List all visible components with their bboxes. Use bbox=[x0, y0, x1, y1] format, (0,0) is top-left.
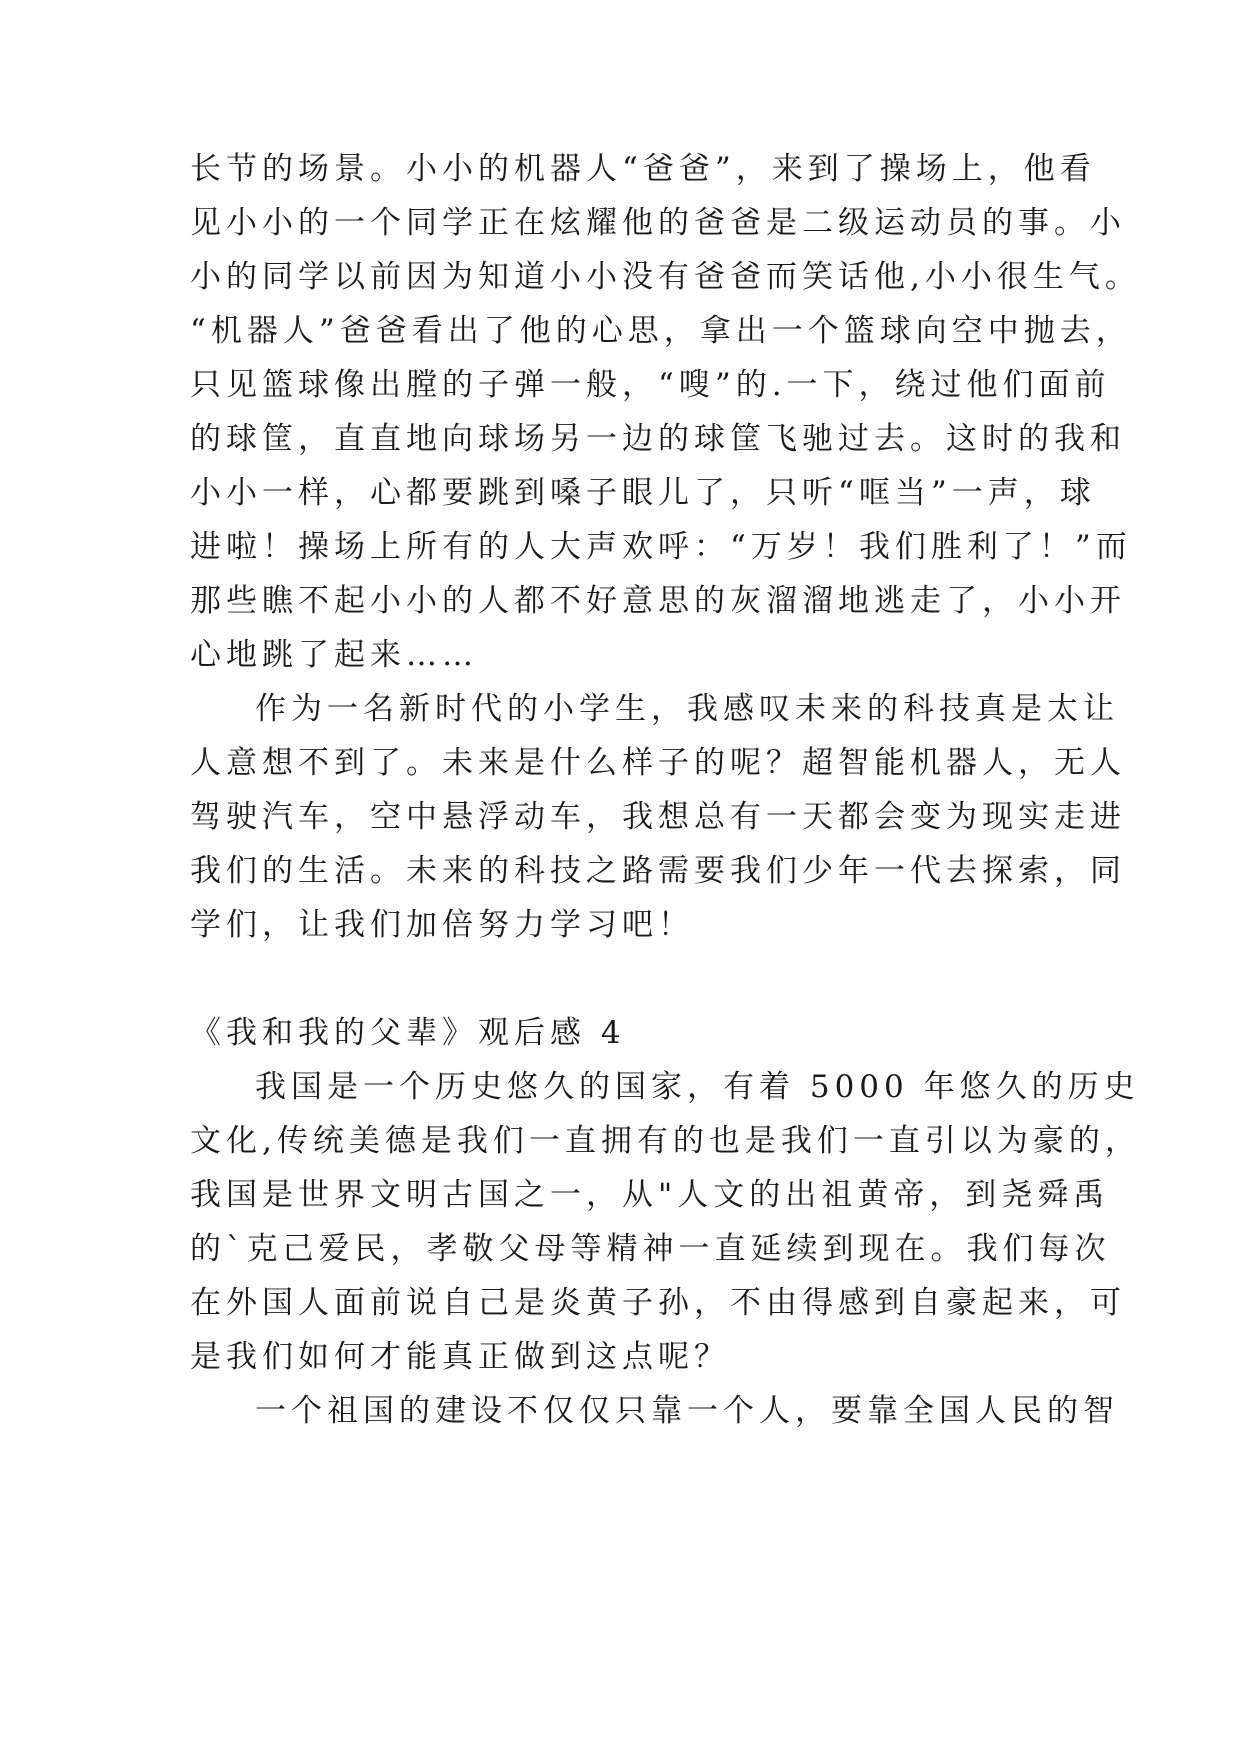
text-line: “机器人”爸爸看出了他的心思，拿出一个篮球向空中抛去， bbox=[190, 313, 1132, 349]
text-line: 人意想不到了。未来是什么样子的呢？超智能机器人，无人 bbox=[190, 745, 1126, 781]
text-line: 在外国人面前说自己是炎黄子孙，不由得感到自豪起来，可 bbox=[190, 1285, 1126, 1321]
text-line: 进啦！操场上所有的人大声欢呼：“万岁！我们胜利了！”而 bbox=[190, 529, 1132, 565]
text-line: 的球筐，直直地向球场另一边的球筐飞驰过去。这时的我和 bbox=[190, 421, 1126, 457]
text-line: 那些瞧不起小小的人都不好意思的灰溜溜地逃走了，小小开 bbox=[190, 583, 1126, 619]
text-line: 作为一名新时代的小学生，我感叹未来的科技真是太让 bbox=[255, 691, 1119, 727]
text-line: 一个祖国的建设不仅仅只靠一个人，要靠全国人民的智 bbox=[255, 1393, 1119, 1429]
text-line: 小小一样，心都要跳到嗓子眼儿了，只听“哐当”一声，球 bbox=[190, 475, 1096, 511]
text-line: 文化,传统美德是我们一直拥有的也是我们一直引以为豪的， bbox=[190, 1123, 1141, 1159]
text-line: 我们的生活。未来的科技之路需要我们少年一代去探索，同 bbox=[190, 853, 1126, 889]
text-line: 的`克己爱民，孝敬父母等精神一直延续到现在。我们每次 bbox=[190, 1231, 1111, 1267]
text-line: 心地跳了起来…… bbox=[190, 637, 478, 673]
text-line: 我国是一个历史悠久的国家，有着 5000 年悠久的历史 bbox=[255, 1069, 1140, 1105]
text-line: 驾驶汽车，空中悬浮动车，我想总有一天都会变为现实走进 bbox=[190, 799, 1126, 835]
text-line: 小的同学以前因为知道小小没有爸爸而笑话他,小小很生气。 bbox=[190, 259, 1141, 295]
text-line: 学们，让我们加倍努力学习吧！ bbox=[190, 907, 694, 943]
section-title: 《我和我的父辈》观后感 4 bbox=[190, 1015, 626, 1051]
text-line: 见小小的一个同学正在炫耀他的爸爸是二级运动员的事。小 bbox=[190, 205, 1126, 241]
text-line: 是我们如何才能真正做到这点呢？ bbox=[190, 1339, 730, 1375]
text-line: 我国是世界文明古国之一，从"人文的出祖黄帝，到尧舜禹 bbox=[190, 1177, 1110, 1213]
text-line: 只见篮球像出膛的子弹一般，“嗖”的.一下，绕过他们面前 bbox=[190, 367, 1111, 403]
text-line: 长节的场景。小小的机器人“爸爸”，来到了操场上，他看 bbox=[190, 151, 1096, 187]
